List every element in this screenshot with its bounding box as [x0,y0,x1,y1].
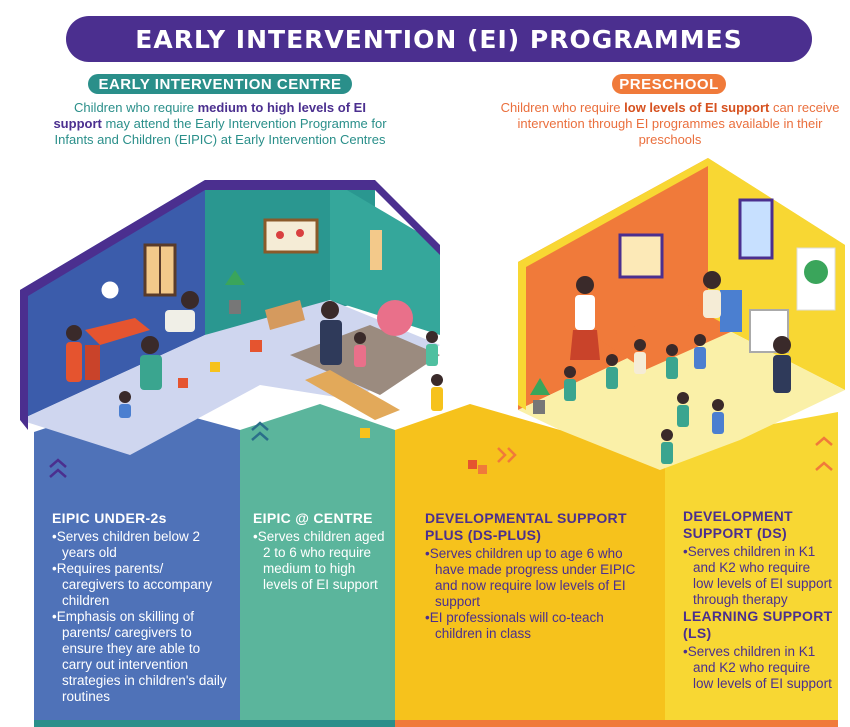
programme-title: EIPIC @ CENTRE [253,510,373,526]
shelf [720,290,742,332]
preschool-label: PRESCHOOL [612,74,726,94]
door-frame [370,230,382,270]
right-window [740,200,772,258]
picture-frame-left [265,220,317,252]
programme-ds-plus [425,510,640,642]
person-1-head [66,325,82,341]
preschool-intro: Children who require low levels of EI support can receive intervention through EI programmes available in their preschools [500,100,840,147]
programme-eipic-under-2s [52,510,228,705]
programme-point: • Serves children up to age 6 who have made progress under EIPIC and now require low levels of EI support [425,546,640,610]
bottom-strip-right [395,720,838,727]
programme-title: DEVELOPMENTAL SUPPORT PLUS (DS-PLUS) [425,510,627,543]
programme-point: • Serves children below 2 years old [52,529,228,561]
programme-point: • Emphasis on skilling of parents/ caregivers to ensure they are able to carry out intervention strategies in children's daily routines [52,609,228,705]
programme-point: • Serves children in K1 and K2 who require low levels of EI support [683,644,833,692]
gym-ball [377,300,413,336]
programme-point: • Serves children aged 2 to 6 who require medium to high levels of EI support [253,529,388,593]
page-title: EARLY INTERVENTION (EI) PROGRAMMES [66,16,812,62]
programme-title: DEVELOPMENT SUPPORT (DS) [683,508,793,541]
programme-title-2: LEARNING SUPPORT (LS) [683,608,833,641]
programme-eipic-centre [253,510,388,593]
programme-title: EIPIC UNDER-2s [52,510,167,526]
early-intervention-centre-label: EARLY INTERVENTION CENTRE [88,74,352,94]
programme-point: • Requires parents/ caregivers to accompany children [52,561,228,609]
programme-point: • Serves children in K1 and K2 who require low levels of EI support through therapy [683,544,833,608]
clock [102,282,118,298]
centre-intro: Children who require medium to high levels of EI support may attend the Early Intervention Programme for Infants and Children (EIPIC) at Early Intervention Centres [53,100,387,147]
picture-frame-right [620,235,662,277]
programme-ds-ls [683,508,833,692]
plant-pot [533,400,545,414]
programme-point: • EI professionals will co-teach children in class [425,610,640,642]
